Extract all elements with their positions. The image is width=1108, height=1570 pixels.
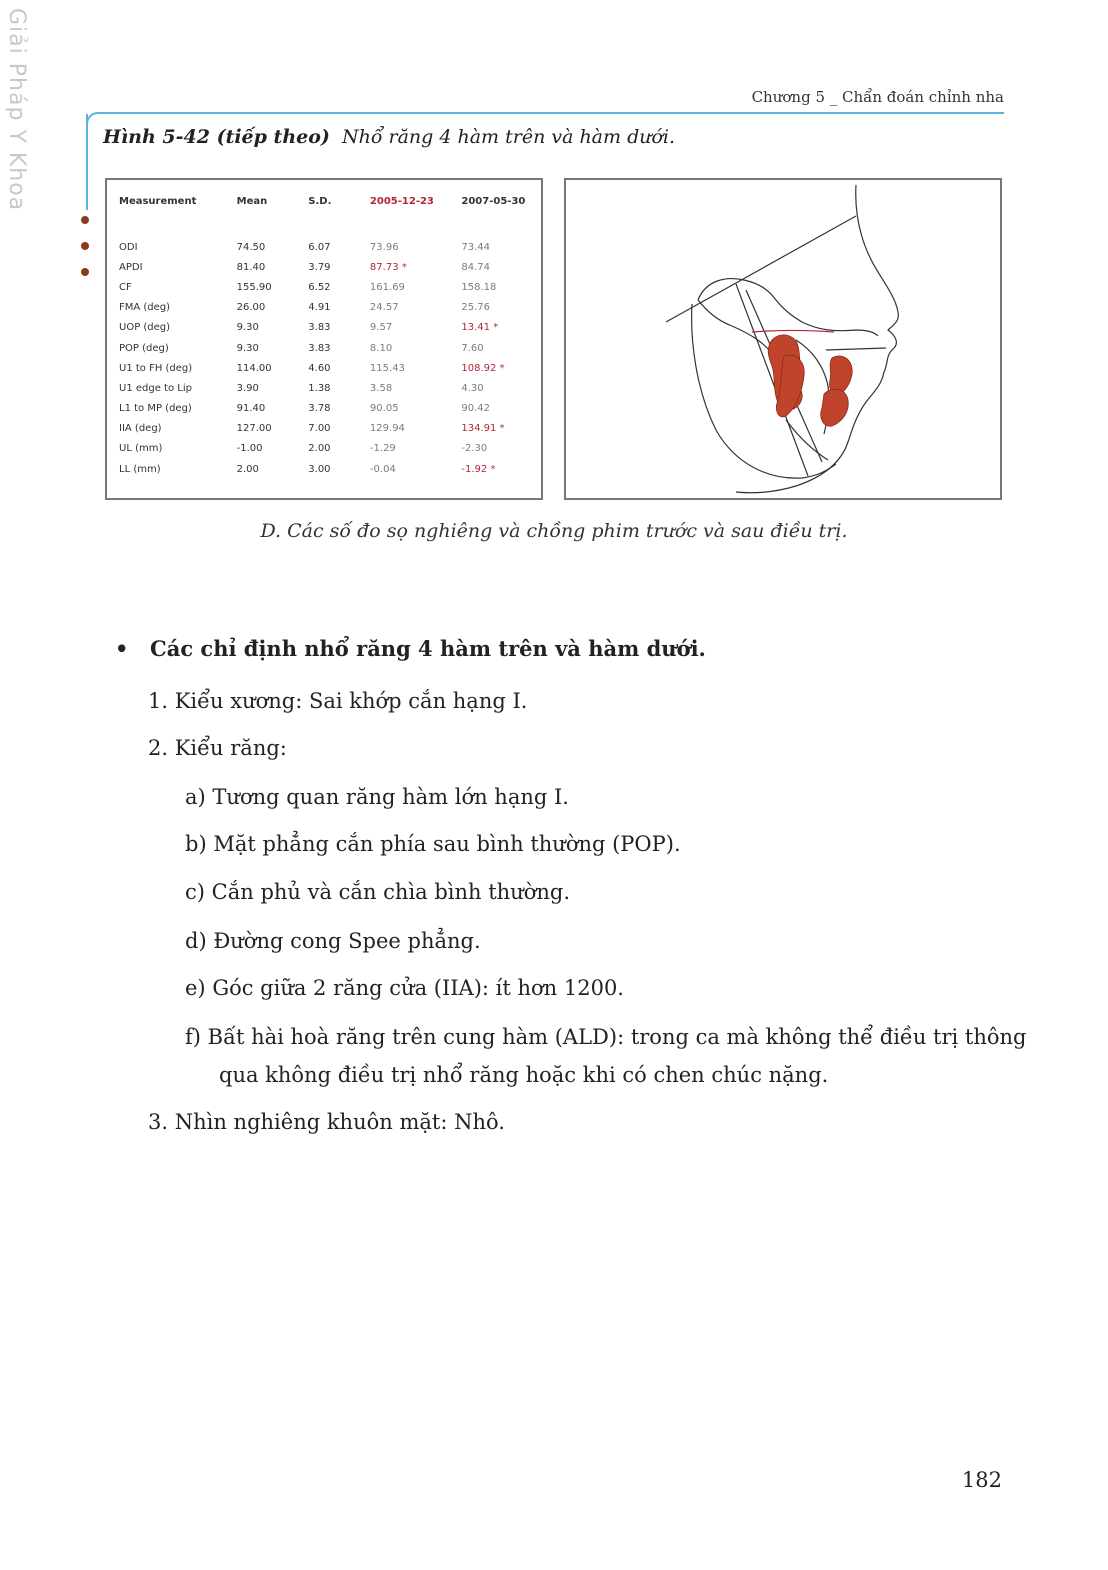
cell-date-2: 4.30 (461, 382, 484, 394)
cell-date-2: 13.41 * (461, 322, 499, 334)
cell-date-2: 84.74 (461, 261, 491, 273)
figure-title-bold: Hình 5-42 (tiếp theo) (103, 126, 330, 148)
cell-measurement: UOP (deg) (119, 322, 171, 334)
table-row (115, 439, 541, 459)
col-sd: S.D. (308, 196, 332, 207)
cell-date-1: 87.73 * (369, 261, 407, 273)
side-rule (86, 114, 88, 210)
cell-measurement: APDI (119, 261, 143, 273)
list-text: Mặt phẳng cắn phía sau bình thường (POP). (213, 832, 681, 856)
list-text: qua không điều trị nhổ răng hoặc khi có chen chúc nặng. (219, 1063, 829, 1087)
side-watermark: Giải Pháp Y Khoa (4, 8, 29, 212)
cell-date-2: 134.91 * (461, 423, 505, 435)
measurement-table (115, 196, 541, 479)
list-text: Cắn phủ và cắn chìa bình thường. (211, 880, 571, 904)
cell-date-2: 25.76 (461, 302, 491, 314)
list-item (185, 969, 624, 1007)
cell-sd: 1.38 (308, 382, 331, 394)
list-marker: d) (185, 929, 207, 953)
cell-measurement: U1 edge to Lip (119, 382, 192, 394)
cell-mean: 155.90 (236, 281, 272, 293)
list-text: Kiểu răng: (174, 736, 287, 760)
cell-measurement: CF (119, 281, 132, 293)
lower-incisor-shape-2 (821, 389, 849, 426)
cell-mean: 81.40 (236, 261, 266, 273)
list-item (185, 1018, 1026, 1056)
section-heading-text: Các chỉ định nhổ răng 4 hàm trên và hàm dưới. (150, 636, 706, 661)
cell-measurement: L1 to MP (deg) (119, 403, 192, 415)
dot (81, 216, 89, 224)
cell-sd: 6.52 (308, 281, 331, 293)
section-heading (115, 636, 706, 661)
page-number: 182 (961, 1468, 1002, 1492)
cell-mean: 9.30 (236, 322, 259, 334)
list-marker: a) (185, 785, 206, 809)
table-row (115, 459, 541, 479)
cell-sd: 3.00 (308, 463, 331, 475)
list-marker: b) (185, 832, 207, 856)
col-date-2: 2007-05-30 (461, 196, 526, 207)
cell-date-1: 73.96 (369, 241, 399, 253)
cell-mean: 114.00 (236, 362, 272, 374)
col-date-1: 2005-12-23 (369, 196, 434, 207)
list-item-continuation (219, 1056, 828, 1094)
dot (81, 242, 89, 250)
cell-date-2: -1.92 * (461, 463, 496, 475)
list-item (185, 778, 569, 816)
skull-outline (698, 279, 878, 336)
cell-measurement: IIA (deg) (119, 423, 162, 435)
cell-mean: 26.00 (236, 302, 266, 314)
cephalometric-tracing-panel (564, 178, 1002, 500)
cell-measurement: ODI (119, 241, 138, 253)
col-measurement: Measurement (119, 196, 197, 207)
cell-date-2: 7.60 (461, 342, 484, 354)
bullet-icon: • (115, 636, 129, 661)
cell-mean: -1.00 (236, 443, 263, 455)
cell-sd: 3.78 (308, 403, 331, 415)
cell-date-1: 90.05 (369, 403, 399, 415)
cell-measurement: U1 to FH (deg) (119, 362, 193, 374)
cell-sd: 7.00 (308, 423, 331, 435)
list-item (148, 682, 527, 720)
list-text: Bất hài hoà răng trên cung hàm (ALD): trong ca mà không thể điều trị thông (207, 1025, 1027, 1049)
list-text: Đường cong Spee phẳng. (213, 929, 481, 953)
figure-title-text: Nhổ răng 4 hàm trên và hàm dưới. (341, 126, 676, 148)
cell-date-1: -0.04 (369, 463, 396, 475)
cell-mean: 9.30 (236, 342, 259, 354)
cell-date-1: 9.57 (369, 322, 393, 334)
table-row (115, 399, 541, 419)
table-row (115, 298, 541, 318)
cell-date-2: 90.42 (461, 403, 491, 415)
list-marker: e) (185, 976, 206, 1000)
list-text: Góc giữa 2 răng cửa (IIA): ít hơn 1200. (212, 976, 624, 1000)
list-text: Tương quan răng hàm lớn hạng I. (212, 785, 569, 809)
list-item (185, 873, 570, 911)
figure-title (103, 126, 675, 148)
cell-date-1: 161.69 (369, 281, 405, 293)
cell-date-1: 129.94 (369, 423, 405, 435)
cell-sd: 4.91 (308, 302, 331, 314)
measurement-table-panel (105, 178, 543, 500)
table-row (115, 318, 541, 338)
dot (81, 268, 89, 276)
header-corner (86, 112, 104, 130)
cell-sd: 4.60 (308, 362, 331, 374)
cell-measurement: LL (mm) (119, 463, 161, 475)
cell-sd: 2.00 (308, 443, 331, 455)
cell-mean: 3.90 (236, 382, 259, 394)
cell-sd: 6.07 (308, 241, 331, 253)
list-marker: 3. (148, 1110, 169, 1134)
cell-date-2: 158.18 (461, 281, 497, 293)
soft-tissue-profile (736, 185, 898, 493)
cell-date-2: -2.30 (461, 443, 488, 455)
table-row (115, 338, 541, 358)
cell-date-1: 3.58 (369, 382, 393, 394)
list-item (148, 1103, 505, 1141)
list-item (185, 922, 481, 960)
cell-date-1: 115.43 (369, 362, 405, 374)
list-item (185, 825, 681, 863)
chapter-header: Chương 5 _ Chẩn đoán chỉnh nha (751, 88, 1004, 106)
list-text: Nhìn nghiêng khuôn mặt: Nhô. (174, 1110, 505, 1134)
cell-measurement: FMA (deg) (119, 302, 171, 314)
table-row (115, 257, 541, 277)
figure-caption: D. Các số đo sọ nghiêng và chồng phim trước và sau điều trị. (260, 520, 848, 542)
table-row (115, 378, 541, 398)
cell-mean: 91.40 (236, 403, 266, 415)
table-row (115, 419, 541, 439)
cell-mean: 2.00 (236, 463, 259, 475)
cell-measurement: POP (deg) (119, 342, 169, 354)
cell-date-2: 73.44 (461, 241, 491, 253)
cell-sd: 3.83 (308, 342, 331, 354)
cell-date-2: 108.92 * (461, 362, 505, 374)
table-row (115, 237, 541, 257)
list-item (148, 729, 287, 767)
cell-date-1: 24.57 (369, 302, 399, 314)
reference-line (666, 216, 856, 322)
list-marker: 2. (148, 736, 169, 760)
list-marker: f) (185, 1025, 201, 1049)
cell-sd: 3.83 (308, 322, 331, 334)
cell-mean: 127.00 (236, 423, 272, 435)
table-row (115, 358, 541, 378)
list-marker: 1. (148, 689, 169, 713)
cell-sd: 3.79 (308, 261, 331, 273)
header-rule (100, 112, 1004, 114)
cephalometric-tracing (566, 180, 1000, 498)
decorative-dots (81, 216, 89, 294)
cell-date-1: 8.10 (369, 342, 393, 354)
cell-date-1: -1.29 (369, 443, 396, 455)
cell-mean: 74.50 (236, 241, 266, 253)
cell-measurement: UL (mm) (119, 443, 163, 455)
table-row (115, 277, 541, 297)
col-mean: Mean (236, 196, 268, 207)
occlusal-line (826, 348, 886, 350)
list-text: Kiểu xương: Sai khớp cắn hạng I. (174, 689, 528, 713)
table-header-row (115, 196, 541, 237)
list-marker: c) (185, 880, 205, 904)
chin-line (786, 420, 828, 460)
